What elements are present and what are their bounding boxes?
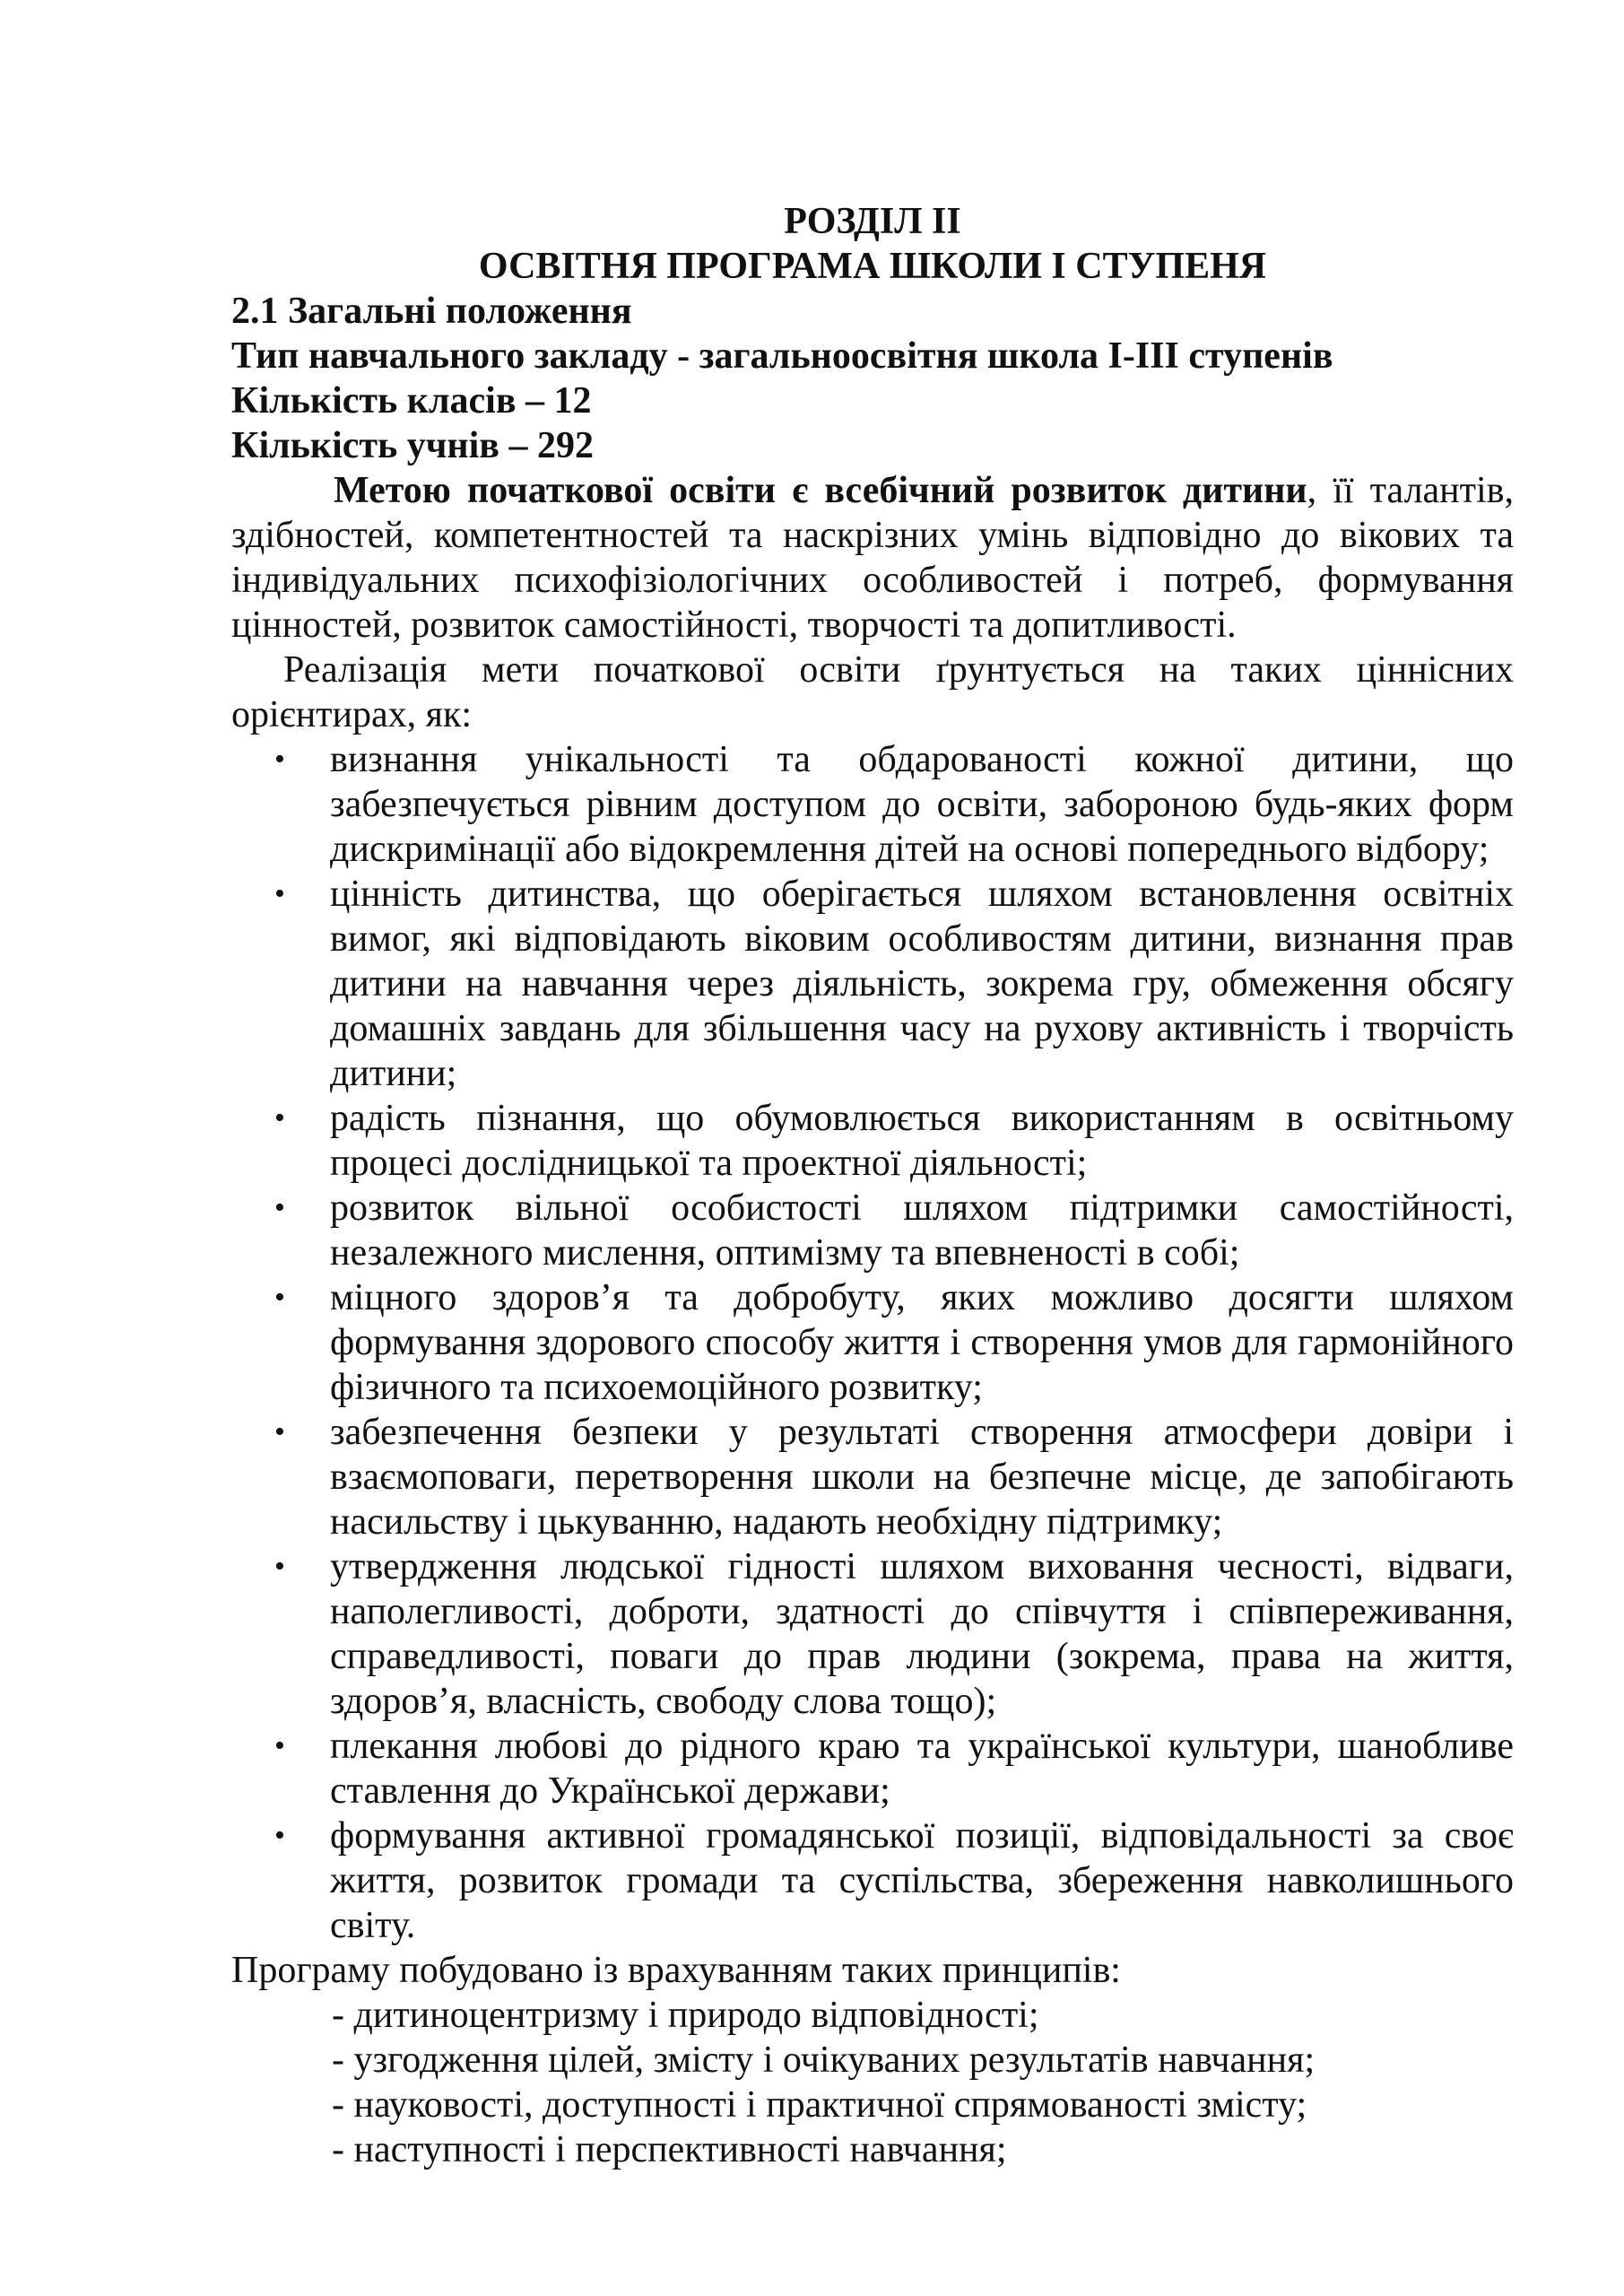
- bullet-icon: •: [274, 1550, 285, 1583]
- student-count: Кількість учнів – 292: [231, 425, 594, 466]
- document-page: [231, 199, 1514, 2172]
- principle-list-item: - дитиноцентризму і природо відповідності;: [332, 1995, 1039, 2036]
- value-list-item: [274, 872, 1514, 1096]
- value-list-item: [274, 1724, 1514, 1813]
- bullet-icon: •: [274, 1415, 285, 1448]
- class-count: Кількість класів – 12: [231, 380, 592, 422]
- value-list-item: [274, 1544, 1514, 1724]
- value-text: формування активної громадянської позиції, відповідальності за своє життя, розвиток громади та суспільства, збереження навколишнього світу.: [330, 1815, 1514, 1946]
- section-number: РОЗДІЛ ІІ: [784, 201, 961, 242]
- bullet-icon: •: [274, 1101, 285, 1135]
- goal-rest-text: , її талантів, здібностей, компетентностей та наскрізних умінь відповідно до вікових та індивідуальних психофізіологічних особливостей і потреб, формування цінностей, розвиток самостійності, творчості та допитливості.: [231, 470, 1514, 646]
- goal-paragraph: [231, 468, 1514, 648]
- value-text: радість пізнання, що обумовлюється використанням в освітньому процесі дослідницької та проектної діяльності;: [330, 1098, 1514, 1184]
- principles-list: [231, 1993, 1514, 2172]
- value-text: забезпечення безпеки у результаті створення атмосфери довіри і взаємоповаги, перетворення школи на безпечне місце, де запобігають насильству і цькуванню, надають необхідну підтримку;: [330, 1412, 1514, 1543]
- bullet-icon: •: [274, 743, 285, 776]
- school-type: Тип навчального закладу - загальноосвітня школа I-III ступенів: [231, 335, 1333, 377]
- realization-paragraph: Реалізація мети початкової освіти ґрунтується на таких ціннісних орієнтирах, як:: [231, 649, 1514, 735]
- principles-intro: Програму побудовано із врахуванням таких принципів:: [231, 1950, 1121, 1991]
- bullet-icon: •: [274, 877, 285, 910]
- value-text: визнання унікальності та обдарованості кожної дитини, що забезпечується рівним доступом до освіти, забороною будь-яких форм дискримінації або відокремлення дітей на основі попереднього відбору;: [330, 739, 1514, 870]
- value-list-item: [274, 1186, 1514, 1275]
- bullet-icon: •: [274, 1729, 285, 1762]
- principle-list-item: - науковості, доступності і практичної спрямованості змісту;: [332, 2084, 1307, 2126]
- principle-list-item: - наступності і перспективності навчання;: [332, 2129, 1007, 2170]
- value-text: цінність дитинства, що оберігається шляхом встановлення освітніх вимог, які відповідають віковим особливостям дитини, визнання прав дитини на навчання через діяльність, зокрема гру, обмеження обсягу домашніх завдань для збільшення часу на рухову активність і творчість дитини;: [330, 874, 1514, 1094]
- values-list: [231, 737, 1514, 1948]
- value-list-item: [274, 1275, 1514, 1410]
- bullet-icon: •: [274, 1191, 285, 1224]
- value-text: розвиток вільної особистості шляхом підтримки самостійності, незалежного мислення, оптимізму та впевненості в собі;: [330, 1187, 1514, 1274]
- value-text: плекання любові до рідного краю та української культури, шанобливе ставлення до Української держави;: [330, 1726, 1514, 1812]
- value-list-item: [274, 737, 1514, 872]
- subsection-heading: 2.1 Загальні положення: [231, 291, 632, 332]
- goal-bold-text: Метою початкової освіти є всебічний розвиток дитини: [334, 470, 1307, 511]
- bullet-icon: •: [274, 1281, 285, 1314]
- value-text: міцного здоров’я та добробуту, яких можливо досягти шляхом формування здорового способу життя і створення умов для гармонійного фізичного та психоемоційного розвитку;: [330, 1277, 1514, 1408]
- principle-list-item: - узгодження цілей, змісту і очікуваних результатів навчання;: [332, 2039, 1316, 2081]
- section-title: ОСВІТНЯ ПРОГРАМА ШКОЛИ І СТУПЕНЯ: [478, 246, 1267, 287]
- bullet-icon: •: [274, 1819, 285, 1852]
- value-list-item: [274, 1813, 1514, 1948]
- value-list-item: [274, 1410, 1514, 1544]
- value-list-item: [274, 1096, 1514, 1186]
- value-text: утвердження людської гідності шляхом виховання чесності, відваги, наполегливості, доброти, здатності до співчуття і співпереживання, справедливості, поваги до прав людини (зокрема, права на життя, здоров’я, власність, свободу слова тощо);: [330, 1546, 1514, 1722]
